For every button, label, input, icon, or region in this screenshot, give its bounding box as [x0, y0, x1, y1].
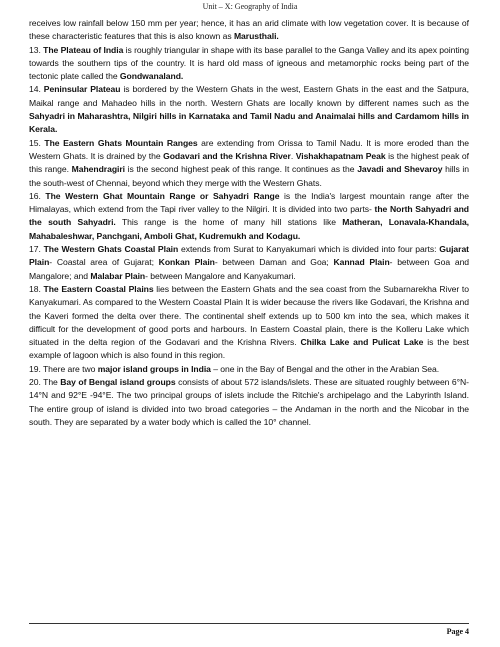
page-number: Page 4 — [446, 627, 469, 636]
page-body — [29, 17, 469, 429]
bold-term: The Eastern Coastal Plains — [43, 283, 154, 294]
text-run: This range is the home of many hill stations like — [115, 217, 343, 228]
bold-term: Mahendragiri — [71, 164, 125, 175]
bold-term: Matheran, Lonavala-Khandala, Mahabaleshwar, Panchgani, Amboli Ghat, Kudremukh and Kodagu. — [29, 217, 470, 241]
paragraph-19-island-groups — [29, 363, 469, 376]
text-run: – one in the Bay of Bengal and the other in the Arabian Sea. — [210, 363, 440, 374]
text-run: is the second highest peak of this range. It continues as the — [124, 164, 358, 175]
text-run: receives low rainfall below 150 mm per year; hence, it has an arid climate with low vegetation cover. It is because of these characteristic features that this is also known as — [29, 18, 469, 42]
bold-term: Godavari and the Krishna River — [163, 150, 291, 161]
paragraph-16-western-ghats — [29, 190, 469, 243]
text-run: 14. — [29, 84, 44, 95]
text-run: is the India's largest mountain range after the Himalayas, which extend from the Tapi river valley to the Nilgiri. It is divided into two parts- — [29, 190, 470, 215]
bold-term: The Western Ghat Mountain Range or Sahyadri Range — [45, 190, 280, 201]
paragraph-20-bay-of-bengal-islands — [29, 376, 469, 429]
bold-term: Kannad Plain — [333, 257, 390, 268]
bold-term: Marusthali. — [233, 31, 279, 42]
text-run: is the highest peak of this range. — [29, 150, 469, 175]
text-run: lies between the Eastern Ghats and the sea coast from the Subarnarekha River to Kanyakumari. As compared to the Western Coastal Plain It is wider because the rivers like Godavari, the Krishna and the Kaveri formed the delta over there. The continental shelf extends up to 500 km into the sea, which makes it difficult for the development of good ports and harbours. In Eastern Coastal plain, there is the Kolleru Lake which situated in the delta region of the Godavari and the Krishna Rivers. — [29, 283, 469, 348]
text-run: 16. — [29, 190, 46, 201]
text-run: are extending from Orissa to Tamil Nadu. It is more eroded than the Western Ghats. It is drained by the — [29, 137, 469, 161]
text-run: - between Goa and Mangalore; and — [29, 257, 470, 281]
text-run: is bordered by the Western Ghats in the west, Eastern Ghats in the east and the Satpura, Maikal range and Mahadeo hills in the north. Western Ghats are locally known by different names such as the — [29, 84, 469, 108]
bold-term: major island groups in India — [97, 363, 211, 374]
bold-term: Vishakhapatnam Peak — [295, 150, 386, 161]
text-run: 17. — [29, 244, 44, 255]
text-run: 15. — [29, 137, 45, 148]
text-run: is roughly triangular in shape with its base parallel to the Ganga Valley and its apex pointing towards the southern tips of the country. It is hard old mass of igneous and metamorphic rocks being part of the tectonic plate called the — [29, 44, 470, 82]
text-run: 18. — [29, 283, 44, 294]
text-run: extends from Surat to Kanyakumari which is divided into four parts: — [178, 244, 440, 255]
paragraph-15-eastern-ghats — [29, 137, 469, 190]
bold-term: Gujarat Plain — [29, 244, 469, 268]
footer-divider — [29, 623, 469, 624]
text-run: hills in the south-west of Chennai, beyond which they merge with the Western Ghats. — [29, 164, 469, 188]
bold-term: the North Sahyadri and the south Sahyadri. — [29, 204, 469, 228]
bold-term: Gondwanaland. — [119, 71, 184, 82]
text-run: - between Daman and Goa; — [214, 257, 334, 268]
paragraph-14-peninsular-plateau — [29, 83, 469, 136]
bold-term: Chilka Lake and Pulicat Lake — [300, 337, 424, 348]
text-run: 13. — [29, 44, 44, 55]
bold-term: The Western Ghats Coastal Plain — [43, 244, 179, 255]
paragraph-13-plateau-of-india — [29, 44, 469, 84]
bold-term: Malabar Plain — [90, 270, 146, 281]
text-run: 20. The — [29, 377, 61, 388]
bold-term: Peninsular Plateau — [43, 84, 121, 95]
bold-term: The Eastern Ghats Mountain Ranges — [44, 137, 198, 148]
bold-term: The Plateau of India — [43, 44, 124, 55]
text-run: - between Mangalore and Kanyakumari. — [145, 270, 296, 281]
page-header: Unit – X: Geography of India — [202, 2, 298, 11]
text-run: 19. There are two — [29, 363, 98, 374]
text-run: consists of about 572 islands/islets. These are situated roughly between 6°N-14°N and 92°E -94°E. The two principal groups of islets include the Ritchie's archipelago and the Labyrinth Island. The entire group of island is divided into two broad categories – the Andaman in the north and the Nicobar in the south. They are separated by a water body which is called the 10° channel. — [29, 377, 469, 427]
paragraph-18-eastern-coastal-plains — [29, 283, 469, 363]
bold-term: Bay of Bengal island groups — [60, 377, 176, 388]
bold-term: Sahyadri in Maharashtra, Nilgiri hills in Karnataka and Tamil Nadu and Anaimalai hills and Cardamom hills in Kerala. — [29, 111, 469, 135]
paragraph-17-western-coastal-plain — [29, 243, 469, 283]
bold-term: Konkan Plain — [158, 257, 215, 268]
bold-term: Javadi and Shevaroy — [357, 164, 443, 175]
text-run: - Coastal area of Gujarat; — [49, 257, 159, 268]
paragraph-marusthali — [29, 17, 469, 44]
text-run: is the best example of lagoon which is also found in this region. — [29, 337, 469, 361]
text-run: . — [290, 150, 296, 161]
